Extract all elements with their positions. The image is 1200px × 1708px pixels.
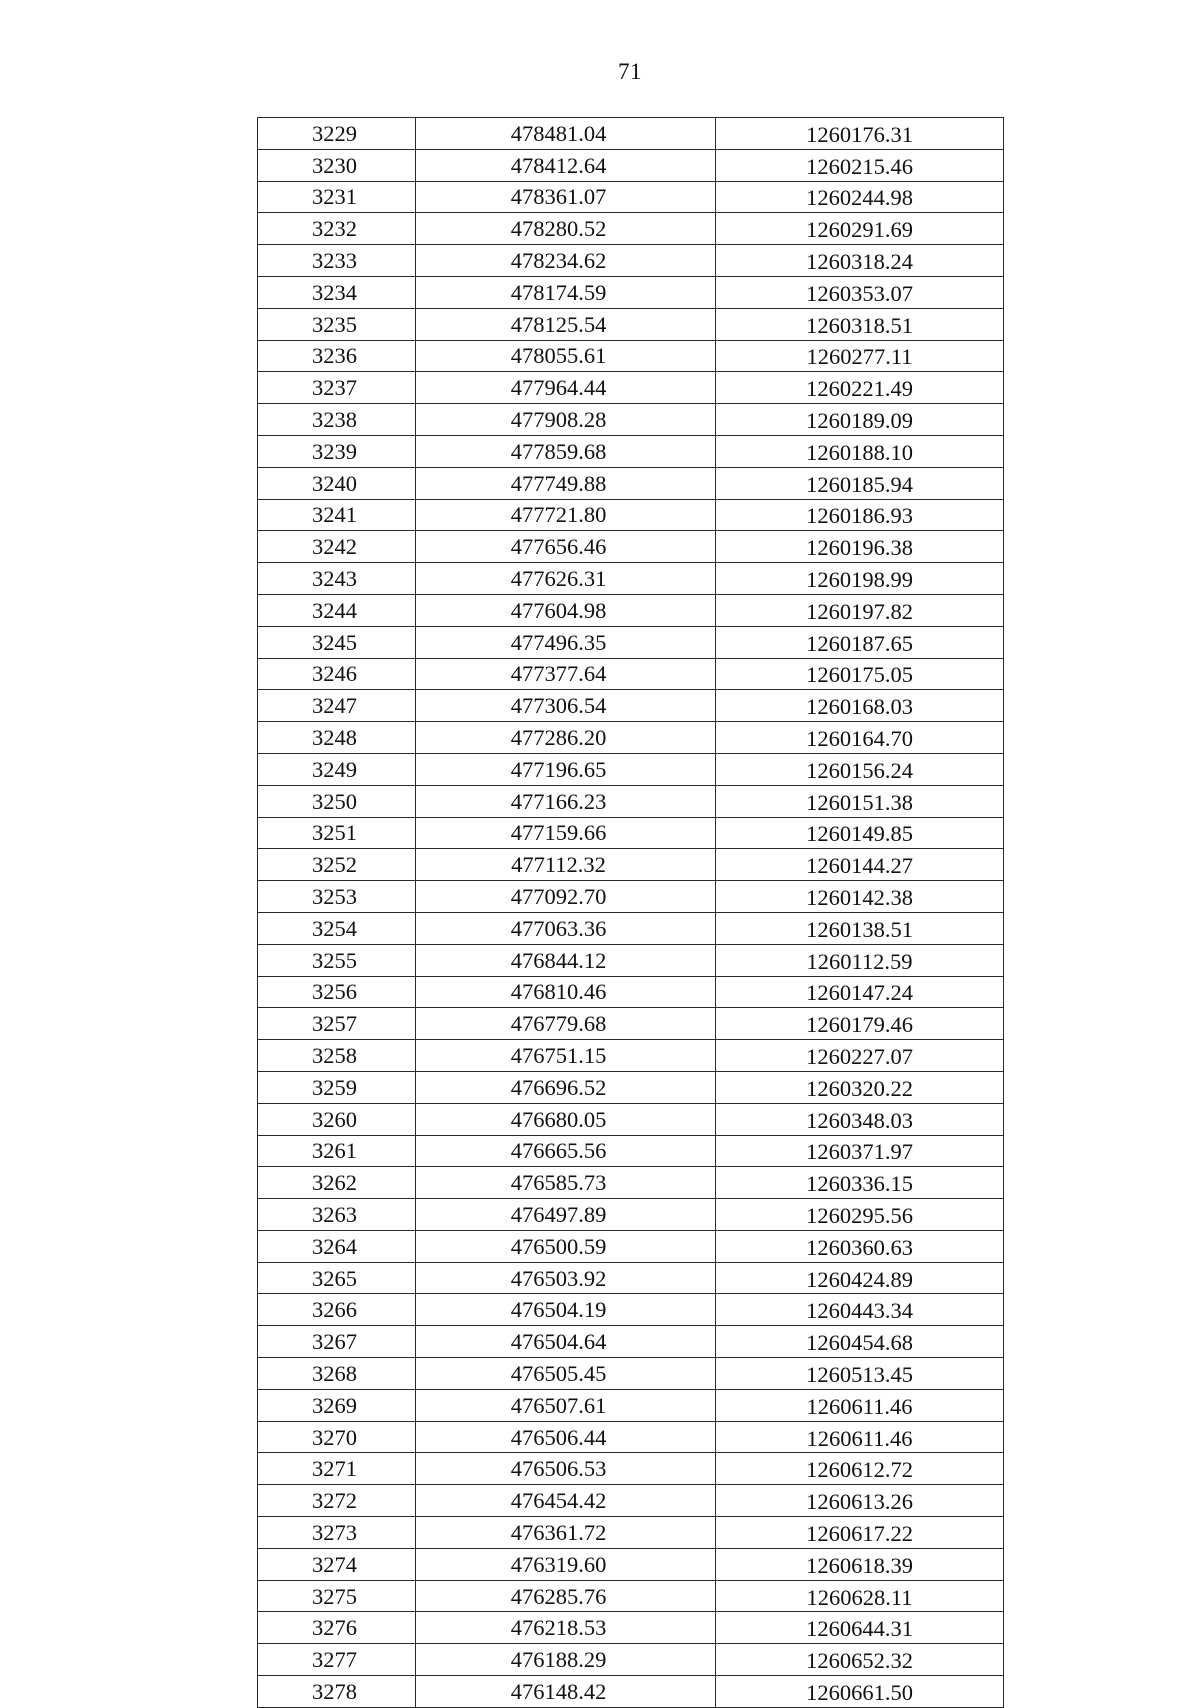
table-row [258, 1040, 1004, 1072]
point-number-cell: 3265 [258, 1262, 416, 1294]
table-row [258, 594, 1004, 626]
table-row [258, 499, 1004, 531]
table-row [258, 372, 1004, 404]
y-coordinate-cell: 1260151.38 [716, 785, 1004, 817]
point-number-cell: 3236 [258, 340, 416, 372]
table-row [258, 1167, 1004, 1199]
point-number-cell: 3237 [258, 372, 416, 404]
y-coordinate-cell: 1260661.50 [716, 1676, 1004, 1708]
y-coordinate-cell: 1260318.24 [716, 245, 1004, 277]
x-coordinate-cell: 477166.23 [416, 785, 716, 817]
point-number-cell: 3270 [258, 1421, 416, 1453]
point-number-cell: 3266 [258, 1294, 416, 1326]
point-number-cell: 3255 [258, 944, 416, 976]
x-coordinate-cell: 477749.88 [416, 467, 716, 499]
point-number-cell: 3260 [258, 1103, 416, 1135]
table-row [258, 276, 1004, 308]
table-row [258, 1135, 1004, 1167]
y-coordinate-cell: 1260176.31 [716, 118, 1004, 150]
y-coordinate-cell: 1260221.49 [716, 372, 1004, 404]
x-coordinate-cell: 476696.52 [416, 1071, 716, 1103]
x-coordinate-cell: 476504.19 [416, 1294, 716, 1326]
table-row [258, 1676, 1004, 1708]
table-row [258, 1103, 1004, 1135]
x-coordinate-cell: 477377.64 [416, 658, 716, 690]
table-row [258, 944, 1004, 976]
y-coordinate-cell: 1260244.98 [716, 181, 1004, 213]
point-number-cell: 3273 [258, 1517, 416, 1549]
table-row [258, 1453, 1004, 1485]
y-coordinate-cell: 1260617.22 [716, 1517, 1004, 1549]
point-number-cell: 3251 [258, 817, 416, 849]
table-row [258, 658, 1004, 690]
point-number-cell: 3235 [258, 308, 416, 340]
x-coordinate-cell: 478481.04 [416, 118, 716, 150]
x-coordinate-cell: 476585.73 [416, 1167, 716, 1199]
y-coordinate-cell: 1260112.59 [716, 944, 1004, 976]
point-number-cell: 3230 [258, 149, 416, 181]
point-number-cell: 3231 [258, 181, 416, 213]
x-coordinate-cell: 477306.54 [416, 690, 716, 722]
x-coordinate-cell: 476361.72 [416, 1517, 716, 1549]
y-coordinate-cell: 1260353.07 [716, 276, 1004, 308]
x-coordinate-cell: 477159.66 [416, 817, 716, 849]
x-coordinate-cell: 477964.44 [416, 372, 716, 404]
y-coordinate-cell: 1260227.07 [716, 1040, 1004, 1072]
point-number-cell: 3274 [258, 1548, 416, 1580]
y-coordinate-cell: 1260197.82 [716, 594, 1004, 626]
point-number-cell: 3261 [258, 1135, 416, 1167]
y-coordinate-cell: 1260644.31 [716, 1612, 1004, 1644]
x-coordinate-cell: 477496.35 [416, 626, 716, 658]
table-row [258, 817, 1004, 849]
point-number-cell: 3250 [258, 785, 416, 817]
y-coordinate-cell: 1260186.93 [716, 499, 1004, 531]
y-coordinate-cell: 1260454.68 [716, 1326, 1004, 1358]
x-coordinate-cell: 478055.61 [416, 340, 716, 372]
x-coordinate-cell: 478125.54 [416, 308, 716, 340]
x-coordinate-cell: 476504.64 [416, 1326, 716, 1358]
x-coordinate-cell: 476779.68 [416, 1008, 716, 1040]
y-coordinate-cell: 1260179.46 [716, 1008, 1004, 1040]
x-coordinate-cell: 477721.80 [416, 499, 716, 531]
x-coordinate-cell: 478361.07 [416, 181, 716, 213]
table-row [258, 340, 1004, 372]
y-coordinate-cell: 1260613.26 [716, 1485, 1004, 1517]
table-row [258, 1548, 1004, 1580]
y-coordinate-cell: 1260277.11 [716, 340, 1004, 372]
y-coordinate-cell: 1260611.46 [716, 1389, 1004, 1421]
x-coordinate-cell: 477656.46 [416, 531, 716, 563]
y-coordinate-cell: 1260138.51 [716, 912, 1004, 944]
x-coordinate-cell: 476285.76 [416, 1580, 716, 1612]
table-row [258, 1517, 1004, 1549]
table-row [258, 1008, 1004, 1040]
page-number: 71 [618, 59, 642, 84]
y-coordinate-cell: 1260144.27 [716, 849, 1004, 881]
y-coordinate-cell: 1260371.97 [716, 1135, 1004, 1167]
table-row [258, 1294, 1004, 1326]
x-coordinate-cell: 476506.44 [416, 1421, 716, 1453]
table-row [258, 531, 1004, 563]
point-number-cell: 3248 [258, 722, 416, 754]
y-coordinate-cell: 1260424.89 [716, 1262, 1004, 1294]
table-row [258, 1644, 1004, 1676]
point-number-cell: 3256 [258, 976, 416, 1008]
point-number-cell: 3245 [258, 626, 416, 658]
x-coordinate-cell: 477604.98 [416, 594, 716, 626]
y-coordinate-cell: 1260168.03 [716, 690, 1004, 722]
x-coordinate-cell: 478280.52 [416, 213, 716, 245]
y-coordinate-cell: 1260443.34 [716, 1294, 1004, 1326]
x-coordinate-cell: 476505.45 [416, 1358, 716, 1390]
y-coordinate-cell: 1260215.46 [716, 149, 1004, 181]
y-coordinate-cell: 1260611.46 [716, 1421, 1004, 1453]
y-coordinate-cell: 1260513.45 [716, 1358, 1004, 1390]
point-number-cell: 3233 [258, 245, 416, 277]
point-number-cell: 3276 [258, 1612, 416, 1644]
point-number-cell: 3253 [258, 881, 416, 913]
x-coordinate-cell: 476497.89 [416, 1199, 716, 1231]
y-coordinate-cell: 1260360.63 [716, 1230, 1004, 1262]
table-row [258, 1389, 1004, 1421]
table-row [258, 626, 1004, 658]
y-coordinate-cell: 1260149.85 [716, 817, 1004, 849]
table-row [258, 404, 1004, 436]
table-row [258, 245, 1004, 277]
point-number-cell: 3254 [258, 912, 416, 944]
x-coordinate-cell: 476506.53 [416, 1453, 716, 1485]
point-number-cell: 3277 [258, 1644, 416, 1676]
x-coordinate-cell: 476218.53 [416, 1612, 716, 1644]
x-coordinate-cell: 476503.92 [416, 1262, 716, 1294]
point-number-cell: 3269 [258, 1389, 416, 1421]
x-coordinate-cell: 478174.59 [416, 276, 716, 308]
table-row [258, 118, 1004, 150]
point-number-cell: 3252 [258, 849, 416, 881]
x-coordinate-cell: 476188.29 [416, 1644, 716, 1676]
x-coordinate-cell: 476319.60 [416, 1548, 716, 1580]
point-number-cell: 3239 [258, 435, 416, 467]
x-coordinate-cell: 477286.20 [416, 722, 716, 754]
table-row [258, 849, 1004, 881]
point-number-cell: 3238 [258, 404, 416, 436]
point-number-cell: 3229 [258, 118, 416, 150]
table-row [258, 1485, 1004, 1517]
y-coordinate-cell: 1260291.69 [716, 213, 1004, 245]
coordinates-table [257, 117, 1004, 1708]
table-row [258, 881, 1004, 913]
table-row [258, 976, 1004, 1008]
point-number-cell: 3271 [258, 1453, 416, 1485]
point-number-cell: 3246 [258, 658, 416, 690]
y-coordinate-cell: 1260156.24 [716, 753, 1004, 785]
y-coordinate-cell: 1260142.38 [716, 881, 1004, 913]
table-row [258, 563, 1004, 595]
point-number-cell: 3259 [258, 1071, 416, 1103]
x-coordinate-cell: 476665.56 [416, 1135, 716, 1167]
y-coordinate-cell: 1260187.65 [716, 626, 1004, 658]
point-number-cell: 3244 [258, 594, 416, 626]
table-row [258, 1326, 1004, 1358]
point-number-cell: 3263 [258, 1199, 416, 1231]
point-number-cell: 3234 [258, 276, 416, 308]
point-number-cell: 3258 [258, 1040, 416, 1072]
table-row [258, 467, 1004, 499]
table-row [258, 181, 1004, 213]
x-coordinate-cell: 477092.70 [416, 881, 716, 913]
y-coordinate-cell: 1260189.09 [716, 404, 1004, 436]
x-coordinate-cell: 476680.05 [416, 1103, 716, 1135]
table-row [258, 1358, 1004, 1390]
point-number-cell: 3278 [258, 1676, 416, 1708]
x-coordinate-cell: 477063.36 [416, 912, 716, 944]
y-coordinate-cell: 1260198.99 [716, 563, 1004, 595]
point-number-cell: 3264 [258, 1230, 416, 1262]
y-coordinate-cell: 1260348.03 [716, 1103, 1004, 1135]
y-coordinate-cell: 1260652.32 [716, 1644, 1004, 1676]
point-number-cell: 3272 [258, 1485, 416, 1517]
y-coordinate-cell: 1260295.56 [716, 1199, 1004, 1231]
x-coordinate-cell: 476148.42 [416, 1676, 716, 1708]
x-coordinate-cell: 476507.61 [416, 1389, 716, 1421]
x-coordinate-cell: 477626.31 [416, 563, 716, 595]
point-number-cell: 3268 [258, 1358, 416, 1390]
point-number-cell: 3232 [258, 213, 416, 245]
coordinates-table-body [258, 118, 1004, 1708]
table-row [258, 149, 1004, 181]
table-row [258, 1230, 1004, 1262]
x-coordinate-cell: 477196.65 [416, 753, 716, 785]
y-coordinate-cell: 1260618.39 [716, 1548, 1004, 1580]
y-coordinate-cell: 1260175.05 [716, 658, 1004, 690]
x-coordinate-cell: 478412.64 [416, 149, 716, 181]
x-coordinate-cell: 478234.62 [416, 245, 716, 277]
point-number-cell: 3257 [258, 1008, 416, 1040]
x-coordinate-cell: 477908.28 [416, 404, 716, 436]
point-number-cell: 3247 [258, 690, 416, 722]
table-row [258, 213, 1004, 245]
y-coordinate-cell: 1260320.22 [716, 1071, 1004, 1103]
y-coordinate-cell: 1260612.72 [716, 1453, 1004, 1485]
point-number-cell: 3267 [258, 1326, 416, 1358]
point-number-cell: 3275 [258, 1580, 416, 1612]
x-coordinate-cell: 476500.59 [416, 1230, 716, 1262]
y-coordinate-cell: 1260164.70 [716, 722, 1004, 754]
point-number-cell: 3242 [258, 531, 416, 563]
table-row [258, 785, 1004, 817]
point-number-cell: 3249 [258, 753, 416, 785]
table-row [258, 912, 1004, 944]
y-coordinate-cell: 1260318.51 [716, 308, 1004, 340]
table-row [258, 1262, 1004, 1294]
x-coordinate-cell: 476751.15 [416, 1040, 716, 1072]
y-coordinate-cell: 1260147.24 [716, 976, 1004, 1008]
table-row [258, 435, 1004, 467]
y-coordinate-cell: 1260336.15 [716, 1167, 1004, 1199]
x-coordinate-cell: 476810.46 [416, 976, 716, 1008]
table-row [258, 1071, 1004, 1103]
y-coordinate-cell: 1260628.11 [716, 1580, 1004, 1612]
x-coordinate-cell: 477112.32 [416, 849, 716, 881]
y-coordinate-cell: 1260196.38 [716, 531, 1004, 563]
point-number-cell: 3243 [258, 563, 416, 595]
table-row [258, 308, 1004, 340]
table-row [258, 753, 1004, 785]
x-coordinate-cell: 477859.68 [416, 435, 716, 467]
table-row [258, 722, 1004, 754]
y-coordinate-cell: 1260188.10 [716, 435, 1004, 467]
table-row [258, 1580, 1004, 1612]
point-number-cell: 3240 [258, 467, 416, 499]
y-coordinate-cell: 1260185.94 [716, 467, 1004, 499]
table-row [258, 1199, 1004, 1231]
point-number-cell: 3262 [258, 1167, 416, 1199]
table-row [258, 1421, 1004, 1453]
x-coordinate-cell: 476844.12 [416, 944, 716, 976]
x-coordinate-cell: 476454.42 [416, 1485, 716, 1517]
table-row [258, 1612, 1004, 1644]
point-number-cell: 3241 [258, 499, 416, 531]
table-row [258, 690, 1004, 722]
